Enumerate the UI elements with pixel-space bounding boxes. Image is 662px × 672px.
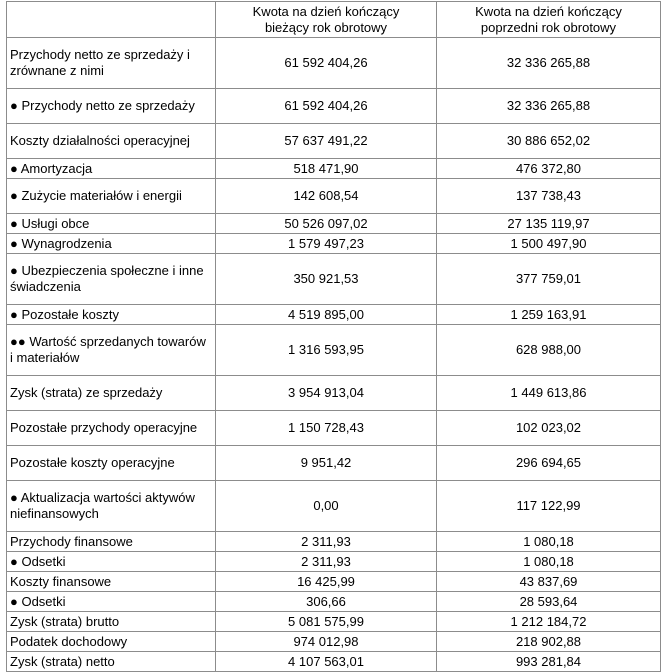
- row-current-value: 1 316 593,95: [216, 325, 437, 376]
- row-label: Przychody finansowe: [7, 532, 216, 552]
- financial-statement-table: [6, 1, 661, 672]
- row-label: Zysk (strata) netto: [7, 652, 216, 672]
- row-label: ● Usługi obce: [7, 214, 216, 234]
- table-row: [7, 376, 661, 411]
- header-previous-line1: Kwota na dzień kończący: [475, 3, 622, 19]
- row-previous-value: 32 336 265,88: [437, 89, 661, 124]
- row-previous-value: 1 080,18: [437, 532, 661, 552]
- header-previous-line2: poprzedni rok obrotowy: [480, 19, 617, 35]
- row-label: Pozostałe koszty operacyjne: [7, 446, 216, 481]
- table-row: [7, 652, 661, 672]
- table-row: [7, 632, 661, 652]
- row-current-value: 1 579 497,23: [216, 234, 437, 254]
- row-label: ● Zużycie materiałów i energii: [7, 179, 216, 214]
- row-current-value: 50 526 097,02: [216, 214, 437, 234]
- row-label: ●● Wartość sprzedanych towarów i materiałów: [7, 325, 216, 376]
- table-header-row: [7, 2, 661, 38]
- row-current-value: 0,00: [216, 481, 437, 532]
- row-current-value: 57 637 491,22: [216, 124, 437, 159]
- table-row: [7, 411, 661, 446]
- header-previous-year: [437, 2, 661, 38]
- row-current-value: 2 311,93: [216, 532, 437, 552]
- table-row: [7, 325, 661, 376]
- row-label: ● Amortyzacja: [7, 159, 216, 179]
- row-label: ● Odsetki: [7, 592, 216, 612]
- row-label: ● Ubezpieczenia społeczne i inne świadczenia: [7, 254, 216, 305]
- row-label: Zysk (strata) brutto: [7, 612, 216, 632]
- table-row: [7, 592, 661, 612]
- row-label: Przychody netto ze sprzedaży i zrównane z nimi: [7, 38, 216, 89]
- row-previous-value: 628 988,00: [437, 325, 661, 376]
- row-previous-value: 1 212 184,72: [437, 612, 661, 632]
- row-previous-value: 27 135 119,97: [437, 214, 661, 234]
- row-previous-value: 1 259 163,91: [437, 305, 661, 325]
- row-label: Pozostałe przychody operacyjne: [7, 411, 216, 446]
- row-previous-value: 377 759,01: [437, 254, 661, 305]
- table-row: [7, 124, 661, 159]
- table-row: [7, 254, 661, 305]
- row-previous-value: 1 500 497,90: [437, 234, 661, 254]
- row-label: Zysk (strata) ze sprzedaży: [7, 376, 216, 411]
- table-row: [7, 572, 661, 592]
- row-label: Koszty finansowe: [7, 572, 216, 592]
- header-current-line2: bieżący rok obrotowy: [264, 19, 388, 35]
- row-previous-value: 296 694,65: [437, 446, 661, 481]
- row-label: Podatek dochodowy: [7, 632, 216, 652]
- row-current-value: 4 519 895,00: [216, 305, 437, 325]
- row-current-value: 5 081 575,99: [216, 612, 437, 632]
- table-row: [7, 179, 661, 214]
- table-row: [7, 89, 661, 124]
- header-label-cell: [7, 2, 216, 38]
- row-previous-value: 1 449 613,86: [437, 376, 661, 411]
- row-label: ● Przychody netto ze sprzedaży: [7, 89, 216, 124]
- table-row: [7, 38, 661, 89]
- row-current-value: 142 608,54: [216, 179, 437, 214]
- row-current-value: 974 012,98: [216, 632, 437, 652]
- row-current-value: 9 951,42: [216, 446, 437, 481]
- row-current-value: 306,66: [216, 592, 437, 612]
- row-label: ● Odsetki: [7, 552, 216, 572]
- header-current-year: [216, 2, 437, 38]
- table-row: [7, 305, 661, 325]
- table-row: [7, 532, 661, 552]
- row-previous-value: 32 336 265,88: [437, 38, 661, 89]
- row-label: Koszty działalności operacyjnej: [7, 124, 216, 159]
- row-previous-value: 1 080,18: [437, 552, 661, 572]
- header-current-line1: Kwota na dzień kończący: [252, 3, 400, 19]
- row-previous-value: 102 023,02: [437, 411, 661, 446]
- table-row: [7, 214, 661, 234]
- row-previous-value: 43 837,69: [437, 572, 661, 592]
- row-current-value: 16 425,99: [216, 572, 437, 592]
- row-current-value: 518 471,90: [216, 159, 437, 179]
- table-row: [7, 612, 661, 632]
- row-label: ● Pozostałe koszty: [7, 305, 216, 325]
- table-row: [7, 234, 661, 254]
- table-row: [7, 481, 661, 532]
- row-current-value: 61 592 404,26: [216, 89, 437, 124]
- row-label: ● Wynagrodzenia: [7, 234, 216, 254]
- row-current-value: 4 107 563,01: [216, 652, 437, 672]
- table-row: [7, 446, 661, 481]
- row-current-value: 2 311,93: [216, 552, 437, 572]
- row-current-value: 1 150 728,43: [216, 411, 437, 446]
- row-previous-value: 993 281,84: [437, 652, 661, 672]
- row-previous-value: 218 902,88: [437, 632, 661, 652]
- row-current-value: 350 921,53: [216, 254, 437, 305]
- row-previous-value: 28 593,64: [437, 592, 661, 612]
- table-row: [7, 159, 661, 179]
- row-previous-value: 476 372,80: [437, 159, 661, 179]
- row-label: ● Aktualizacja wartości aktywów niefinansowych: [7, 481, 216, 532]
- row-previous-value: 30 886 652,02: [437, 124, 661, 159]
- table-row: [7, 552, 661, 572]
- row-previous-value: 137 738,43: [437, 179, 661, 214]
- row-current-value: 61 592 404,26: [216, 38, 437, 89]
- row-previous-value: 117 122,99: [437, 481, 661, 532]
- row-current-value: 3 954 913,04: [216, 376, 437, 411]
